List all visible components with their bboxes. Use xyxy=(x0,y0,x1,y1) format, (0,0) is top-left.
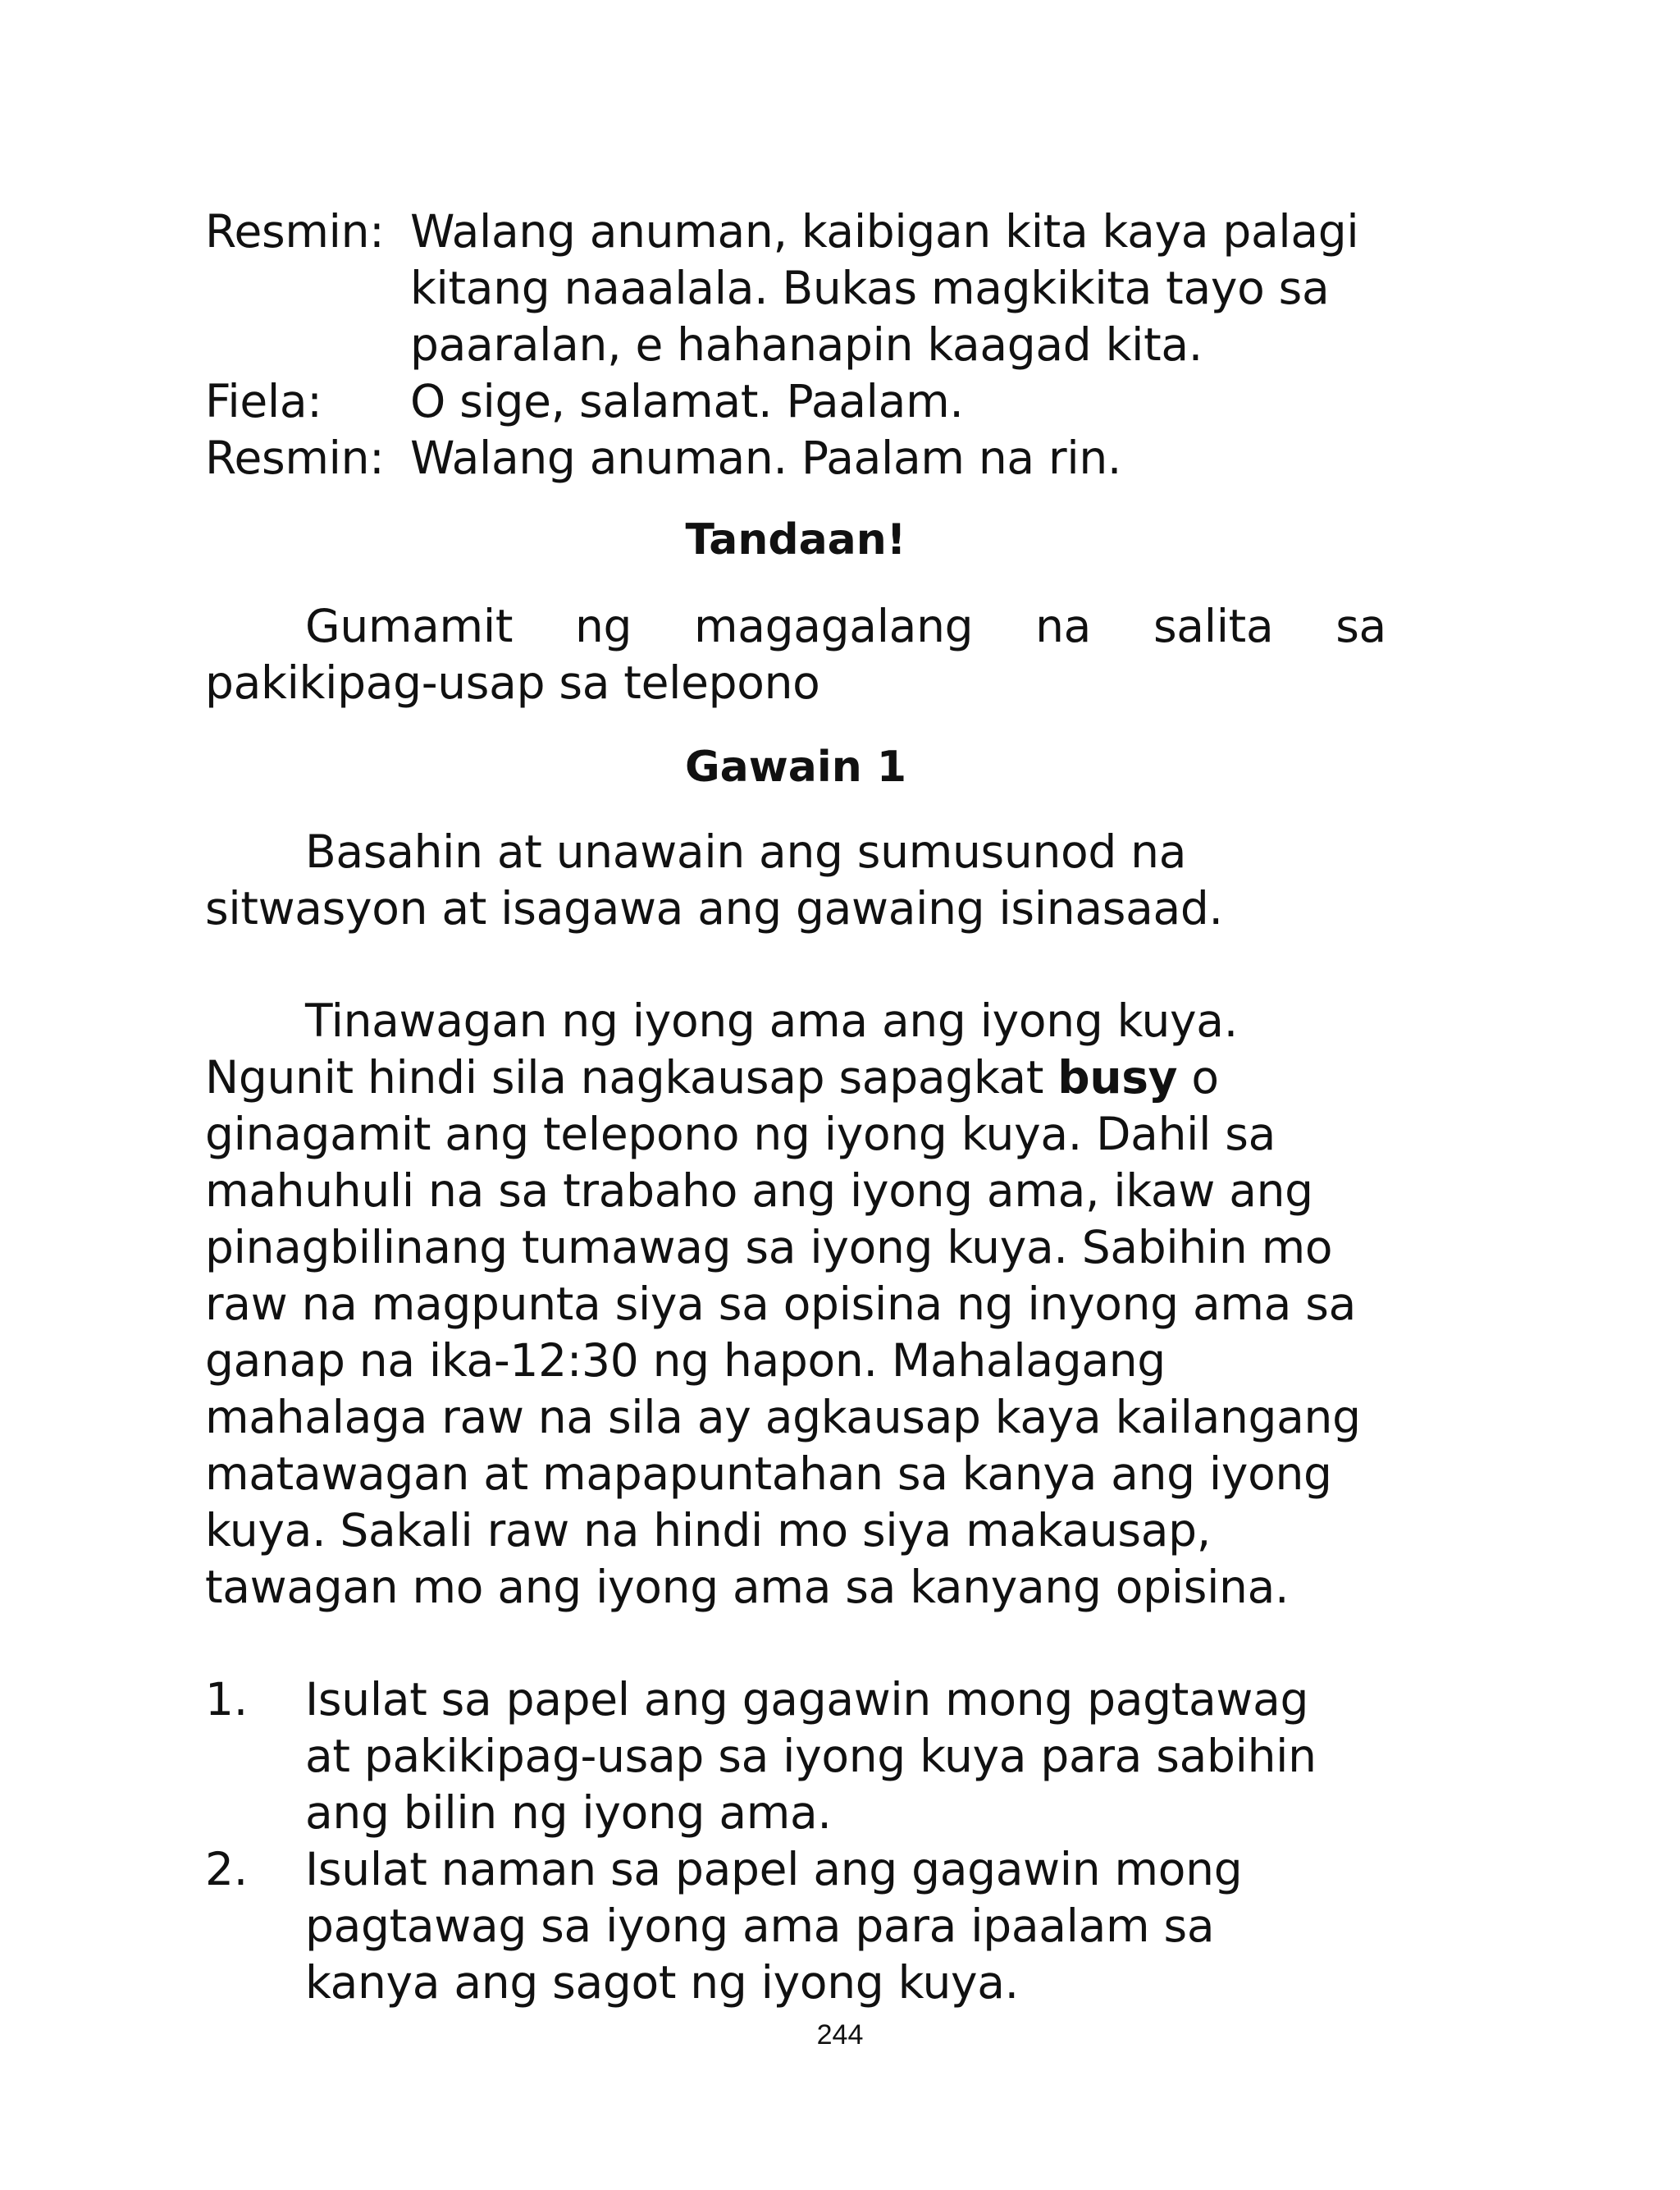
dialogue-text: Walang anuman, kaibigan kita kaya palagi xyxy=(410,205,1359,258)
dialogue-row xyxy=(205,373,1386,430)
task-list xyxy=(205,1671,1386,2011)
situation-text: o xyxy=(1177,1051,1219,1104)
dialogue-line xyxy=(410,430,1386,487)
reminder-word: magagalang xyxy=(693,600,974,652)
task-body xyxy=(305,1841,1242,2011)
reminder-word: salita xyxy=(1153,600,1274,652)
page-number: 244 xyxy=(816,2019,864,2051)
task-number: 2. xyxy=(205,1843,248,1895)
situation-line xyxy=(205,1049,1386,1106)
reminder-line-2: pakikipag-usap sa telepono xyxy=(205,656,820,709)
reminder-line-1 xyxy=(205,598,1386,655)
situation-line: raw na magpunta siya sa opisina ng inyong ama sa xyxy=(205,1278,1357,1330)
dialogue-text: kitang naaalala. Bukas magkikita tayo sa xyxy=(410,262,1330,314)
dialogue-line xyxy=(410,203,1386,373)
task-item xyxy=(205,1841,1386,2011)
situation-line: Tinawagan ng iyong ama ang iyong kuya. xyxy=(305,994,1238,1047)
gawain-heading: Gawain 1 xyxy=(684,743,907,792)
task-line: pagtawag sa iyong ama para ipaalam sa xyxy=(305,1900,1215,1952)
situation-line: kuya. Sakali raw na hindi mo siya makausap, xyxy=(205,1504,1211,1557)
task-line: at pakikipag-usap sa iyong kuya para sabihin xyxy=(305,1730,1317,1782)
task-line: kanya ang sagot ng iyong kuya. xyxy=(305,1956,1019,2009)
dialogue-row xyxy=(205,203,1386,373)
situation-line: tawagan mo ang iyong ama sa kanyang opisina. xyxy=(205,1561,1290,1613)
task-line: Isulat naman sa papel ang gagawin mong xyxy=(305,1843,1243,1895)
situation-line: mahalaga raw na sila ay agkausap kaya kailangang xyxy=(205,1391,1361,1443)
tandaan-heading: Tandaan! xyxy=(685,515,906,565)
reminder-word: sa xyxy=(1335,600,1386,652)
instruction-line: Basahin at unawain ang sumusunod na xyxy=(305,825,1187,878)
situation-line: pinagbilinang tumawag sa iyong kuya. Sabihin mo xyxy=(205,1221,1333,1273)
speaker-name: Fiela: xyxy=(205,375,322,427)
situation-line: matawagan at mapapuntahan sa kanya ang iyong xyxy=(205,1447,1332,1500)
speaker-name: Resmin: xyxy=(205,432,385,484)
task-item xyxy=(205,1671,1386,1841)
task-line: Isulat sa papel ang gagawin mong pagtawag xyxy=(305,1673,1309,1726)
task-number: 1. xyxy=(205,1673,248,1726)
task-body xyxy=(305,1671,1317,1841)
dialogue xyxy=(205,203,1386,487)
document-page xyxy=(205,203,1386,2011)
situation-line: mahuhuli na sa trabaho ang iyong ama, ikaw ang xyxy=(205,1164,1313,1217)
situation-line: ginagamit ang telepono ng iyong kuya. Dahil sa xyxy=(205,1108,1276,1160)
situation-paragraph xyxy=(205,993,1386,1616)
dialogue-text: paaralan, e hahanapin kaagad kita. xyxy=(410,318,1203,371)
task-line: ang bilin ng iyong ama. xyxy=(305,1786,832,1839)
busy-bold-word: busy xyxy=(1057,1051,1178,1104)
dialogue-row xyxy=(205,430,1386,487)
reminder-word: na xyxy=(1035,600,1092,652)
reminder-word: Gumamit xyxy=(305,600,514,652)
speaker-name: Resmin: xyxy=(205,205,385,258)
instruction-line: sitwasyon at isagawa ang gawaing isinasaad. xyxy=(205,882,1223,935)
dialogue-text: Walang anuman. Paalam na rin. xyxy=(410,432,1122,484)
reminder-paragraph xyxy=(205,598,1386,711)
dialogue-text: O sige, salamat. Paalam. xyxy=(410,375,964,427)
instruction-paragraph xyxy=(205,824,1386,937)
situation-text: Ngunit hindi sila nagkausap sapagkat xyxy=(205,1051,1058,1104)
situation-line: ganap na ika-12:30 ng hapon. Mahalagang xyxy=(205,1334,1166,1387)
dialogue-line xyxy=(410,373,1386,430)
reminder-word: ng xyxy=(574,600,632,652)
